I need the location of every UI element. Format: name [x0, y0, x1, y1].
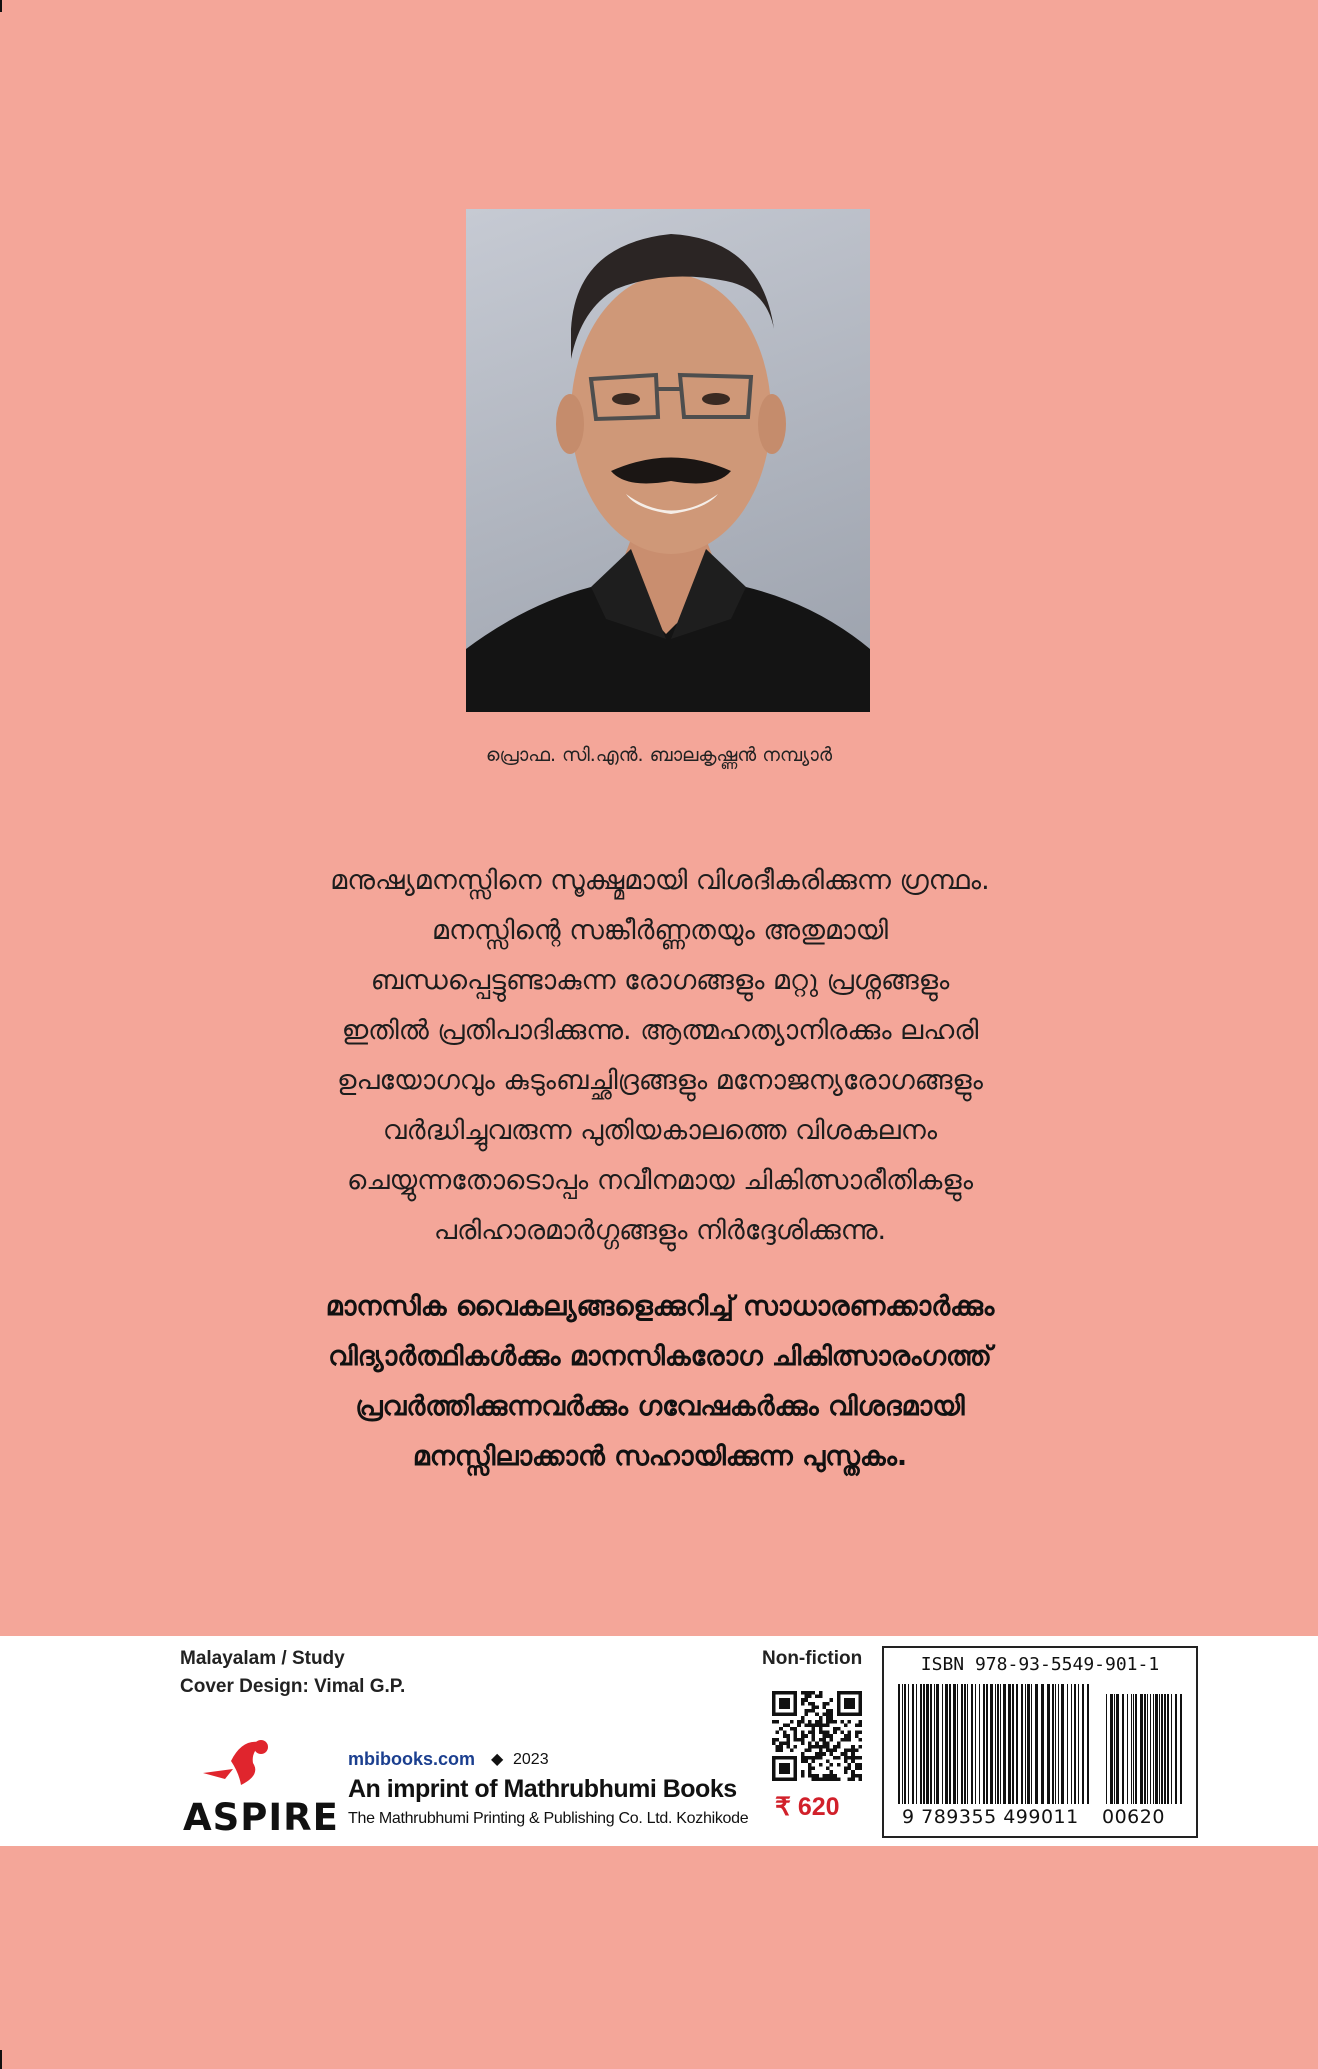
highlight-line: പ്രവർത്തിക്കുന്നവർക്കും ഗവേഷകർക്കും വിശദമായി: [355, 1391, 965, 1422]
highlight-line: വിദ്യാർത്ഥികൾക്കും മാനസികരോഗ ചികിത്സാരംഗത്ത്: [328, 1341, 992, 1372]
website-link[interactable]: mbibooks.com: [348, 1749, 476, 1769]
isbn-barcode-block: [882, 1646, 1198, 1838]
barcode-addon-digits: 00620: [1102, 1806, 1165, 1828]
description-line: മനുഷ്യമനസ്സിനെ സൂക്ഷ്മമായി വിശദീകരിക്കുന്ന ഗ്രന്ഥം.: [330, 865, 990, 896]
description-line: പരിഹാരമാർഗ്ഗങ്ങളും നിർദ്ദേശിക്കുന്നു.: [433, 1215, 887, 1246]
description-line: വർദ്ധിച്ചുവരുന്ന പുതിയകാലത്തെ വിശകലനം: [382, 1115, 938, 1146]
highlight-line: മാനസിക വൈകല്യങ്ങളെക്കുറിച്ച് സാധാരണക്കാർക്കും: [325, 1291, 995, 1322]
crop-mark-top-left: [0, 0, 2, 12]
isbn-number: ISBN 978-93-5549-901-1: [920, 1654, 1160, 1675]
qr-code-icon: [772, 1691, 862, 1781]
crop-mark-bottom-left: [0, 2050, 2, 2069]
description-line: മനസ്സിന്റെ സങ്കീർണ്ണതയും അതുമായി: [432, 915, 888, 946]
aspire-logo-text: ASPIRE: [183, 1796, 339, 1839]
description-line: ഇതിൽ പ്രതിപാദിക്കുന്നു. ആത്മഹത്യാനിരക്കും ലഹരി: [341, 1015, 979, 1046]
barcode-main-digits: 9 789355 499011: [902, 1806, 1079, 1828]
imprint-line: An imprint of Mathrubhumi Books: [348, 1775, 737, 1803]
barcode-icon: [896, 1684, 1186, 1804]
category-label: Malayalam / Study: [180, 1648, 345, 1669]
description-line: ഉപയോഗവും കുടുംബച്ഛിദ്രങ്ങളും മനോജന്യരോഗങ്ങളും: [337, 1065, 983, 1096]
genre-label: Non-fiction: [762, 1648, 863, 1669]
cover-design-credit: Cover Design: Vimal G.P.: [180, 1676, 406, 1697]
publication-year: 2023: [513, 1751, 549, 1768]
author-name-caption: പ്രൊഫ. സി.എൻ. ബാലകൃഷ്ണൻ നമ്പ്യാർ: [485, 744, 833, 766]
publisher-line: The Mathrubhumi Printing & Publishing Co. Ltd. Kozhikode: [348, 1810, 749, 1827]
price-label: ₹ 620: [775, 1793, 840, 1821]
description-line: ബന്ധപ്പെട്ടുണ്ടാകുന്ന രോഗങ്ങളും മറ്റു പ്രശ്നങ്ങളും: [370, 965, 950, 996]
author-photo: [466, 209, 870, 712]
book-description: [190, 856, 1130, 1256]
highlight-line: മനസ്സിലാക്കാൻ സഹായിക്കുന്ന പുസ്തകം.: [412, 1441, 908, 1472]
diamond-separator: ◆: [491, 1751, 504, 1768]
description-line: ചെയ്യുന്നതോടൊപ്പം നവീനമായ ചികിത്സാരീതികളും: [346, 1165, 974, 1196]
book-highlight-text: [190, 1282, 1130, 1482]
